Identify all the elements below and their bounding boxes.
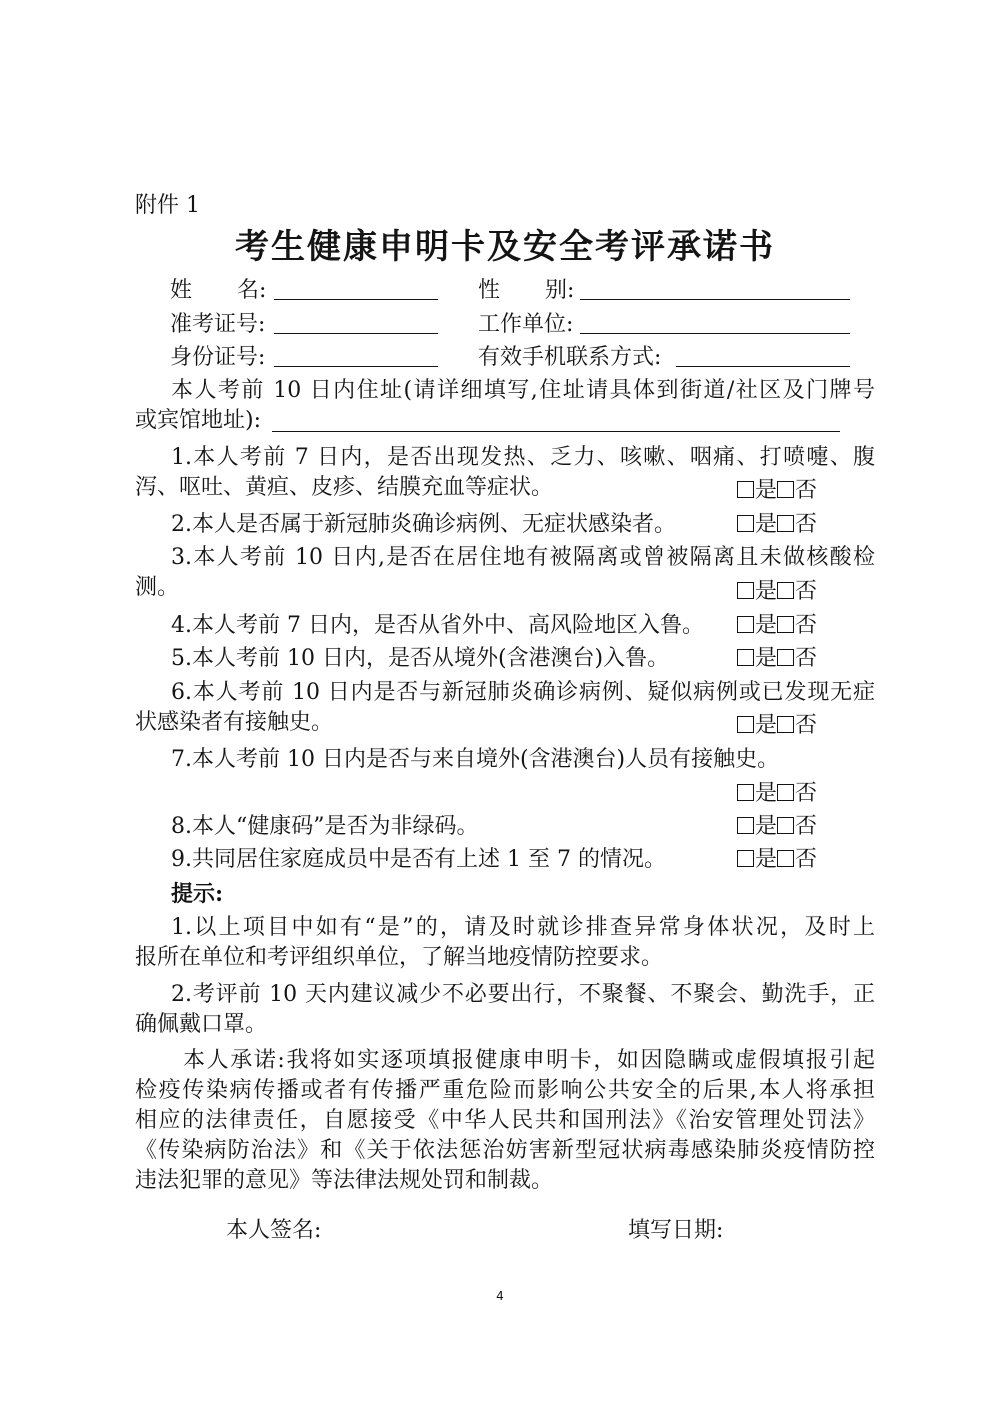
no-label: 否 <box>795 579 818 604</box>
pledge-block <box>135 1046 875 1196</box>
address-field[interactable] <box>272 431 840 432</box>
question-text: 6.本人考前 10 日内是否与新冠肺炎确诊病例、疑似病例或已发现无症 <box>171 680 875 705</box>
yes-checkbox[interactable] <box>737 716 754 733</box>
yes-label: 是 <box>755 646 778 671</box>
question-text: 测。 <box>135 575 180 600</box>
question-7-options <box>737 779 817 809</box>
question-text: 泻、呕吐、黄疸、皮疹、结膜充血等症状。 <box>135 475 554 500</box>
tip-text: 1.以上项目中如有“是”的，请及时就诊排查异常身体状况，及时上 <box>171 915 875 940</box>
no-label: 否 <box>795 781 818 806</box>
question-text: 3.本人考前 10 日内,是否在居住地有被隔离或曾被隔离且未做核酸检 <box>171 545 875 570</box>
address-line-1: 本人考前 10 日内住址(请详细填写,住址请具体到街道/社区及门牌号 <box>171 378 875 403</box>
no-checkbox[interactable] <box>777 481 794 498</box>
question-text: 状感染者有接触史。 <box>135 710 334 735</box>
yes-checkbox[interactable] <box>737 850 754 867</box>
question-1-options <box>737 476 817 506</box>
name-field[interactable] <box>274 299 438 300</box>
yes-checkbox[interactable] <box>737 649 754 666</box>
no-label: 否 <box>795 512 818 537</box>
gender-label: 性 别: <box>478 278 575 303</box>
work-unit-field[interactable] <box>580 333 850 334</box>
tips-heading: 提示: <box>171 881 224 907</box>
question-7: 7.本人考前 10 日内是否与来自境外(含港澳台)人员有接触史。 <box>171 747 780 772</box>
yes-label: 是 <box>755 781 778 806</box>
date-label: 填写日期: <box>628 1218 724 1243</box>
exam-ticket-field[interactable] <box>274 333 438 334</box>
phone-field[interactable] <box>676 366 850 367</box>
yes-checkbox[interactable] <box>737 616 754 633</box>
document-title: 考生健康申明卡及安全考评承诺书 <box>235 227 775 267</box>
yes-checkbox[interactable] <box>737 784 754 801</box>
question-text: 1.本人考前 7 日内，是否出现发热、乏力、咳嗽、咽痛、打喷嚏、腹 <box>171 445 875 470</box>
tip-text: 报所在单位和考评组织单位，了解当地疫情防控要求。 <box>135 945 664 970</box>
no-checkbox[interactable] <box>777 850 794 867</box>
page-number: 4 <box>496 1289 504 1303</box>
pledge-text: 违法犯罪的意见》等法律法规处罚和制裁。 <box>135 1168 554 1193</box>
tip-text: 2.考评前 10 天内建议减少不必要出行，不聚餐、不聚会、勤洗手，正 <box>171 982 875 1007</box>
no-label: 否 <box>795 646 818 671</box>
question-2-options <box>737 510 817 540</box>
yes-checkbox[interactable] <box>737 515 754 532</box>
address-line-2: 或宾馆地址): <box>135 408 261 433</box>
pledge-text: 相应的法律责任，自愿接受《中华人民共和国刑法》《治安管理处罚法》 <box>135 1108 875 1133</box>
signature-label: 本人签名: <box>226 1218 322 1243</box>
exam-ticket-label: 准考证号: <box>170 312 266 337</box>
no-label: 否 <box>795 613 818 638</box>
gender-field[interactable] <box>580 299 850 300</box>
question-9-options <box>737 845 817 875</box>
no-checkbox[interactable] <box>777 784 794 801</box>
question-3-options <box>737 577 817 607</box>
tip-text: 确佩戴口罩。 <box>135 1012 268 1037</box>
pledge-text: 本人承诺:我将如实逐项填报健康申明卡，如因隐瞒或虚假填报引起 <box>183 1048 875 1073</box>
pledge-text: 检疫传染病传播或者有传播严重危险而影响公共安全的后果,本人将承担 <box>135 1078 875 1103</box>
no-checkbox[interactable] <box>777 582 794 599</box>
pledge-text: 《传染病防治法》和《关于依法惩治妨害新型冠状病毒感染肺炎疫情防控 <box>135 1138 875 1163</box>
question-4: 4.本人考前 7 日内，是否从省外中、高风险地区入鲁。 <box>171 613 704 638</box>
no-checkbox[interactable] <box>777 817 794 834</box>
yes-checkbox[interactable] <box>737 481 754 498</box>
no-checkbox[interactable] <box>777 649 794 666</box>
yes-label: 是 <box>755 814 778 839</box>
address-block <box>135 376 875 436</box>
no-label: 否 <box>795 847 818 872</box>
question-5: 5.本人考前 10 日内，是否从境外(含港澳台)入鲁。 <box>171 646 670 671</box>
no-label: 否 <box>795 814 818 839</box>
yes-checkbox[interactable] <box>737 582 754 599</box>
question-4-options <box>737 611 817 641</box>
yes-label: 是 <box>755 713 778 738</box>
yes-label: 是 <box>755 512 778 537</box>
question-6-options <box>737 711 817 741</box>
question-5-options <box>737 644 817 674</box>
work-unit-label: 工作单位: <box>478 312 574 337</box>
question-2: 2.本人是否属于新冠肺炎确诊病例、无症状感染者。 <box>171 512 676 537</box>
yes-checkbox[interactable] <box>737 817 754 834</box>
no-label: 否 <box>795 478 818 503</box>
question-8: 8.本人“健康码”是否为非绿码。 <box>171 814 479 839</box>
attachment-label: 附件 1 <box>135 193 200 218</box>
question-8-options <box>737 812 817 842</box>
no-label: 否 <box>795 713 818 738</box>
question-9: 9.共同居住家庭成员中是否有上述 1 至 7 的情况。 <box>171 847 666 872</box>
no-checkbox[interactable] <box>777 716 794 733</box>
id-number-field[interactable] <box>274 366 438 367</box>
yes-label: 是 <box>755 613 778 638</box>
id-number-label: 身份证号: <box>170 345 266 370</box>
yes-label: 是 <box>755 478 778 503</box>
tip-1 <box>135 913 875 973</box>
yes-label: 是 <box>755 847 778 872</box>
phone-label: 有效手机联系方式: <box>478 345 662 370</box>
tip-2 <box>135 980 875 1040</box>
no-checkbox[interactable] <box>777 616 794 633</box>
name-label: 姓 名: <box>170 278 267 303</box>
yes-label: 是 <box>755 579 778 604</box>
no-checkbox[interactable] <box>777 515 794 532</box>
